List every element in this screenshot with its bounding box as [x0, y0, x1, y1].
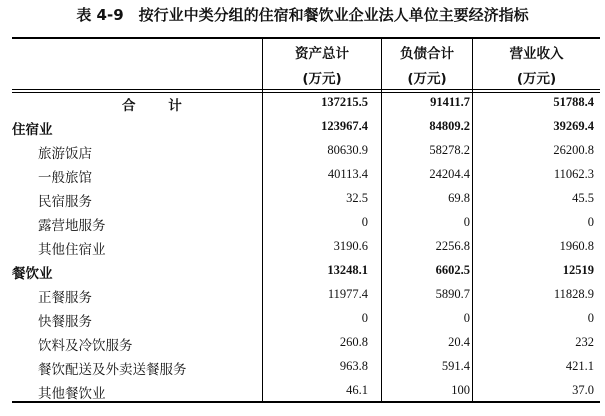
- cell-revenue: 0: [587, 215, 594, 229]
- cell-revenue: 421.1: [565, 359, 594, 373]
- cell-assets: 963.8: [339, 359, 368, 373]
- cell-revenue: 11828.9: [553, 287, 594, 301]
- table-row: [12, 354, 600, 378]
- row-label: 住宿业: [12, 122, 53, 138]
- cell-liabilities: 91411.7: [430, 95, 470, 109]
- cell-revenue: 1960.8: [559, 239, 594, 253]
- table-row: [12, 162, 600, 186]
- row-label: 餐饮业: [12, 266, 53, 282]
- table-row: [12, 282, 600, 306]
- cell-assets: 13248.1: [327, 263, 368, 277]
- cell-liabilities: 20.4: [448, 335, 470, 349]
- row-label: 餐饮配送及外卖送餐服务: [38, 362, 187, 378]
- cell-liabilities: 591.4: [441, 359, 470, 373]
- row-label: 正餐服务: [38, 290, 92, 306]
- cell-liabilities: 5890.7: [435, 287, 470, 301]
- row-label: 快餐服务: [38, 314, 92, 330]
- cell-liabilities: 24204.4: [429, 167, 470, 181]
- table-row-catering: [12, 258, 600, 282]
- cell-assets: 260.8: [339, 335, 368, 349]
- table-row: [12, 234, 600, 258]
- cell-revenue: 232: [575, 335, 594, 349]
- row-label: 其他住宿业: [38, 242, 106, 258]
- table-row: [12, 138, 600, 162]
- header-revenue: [473, 42, 600, 87]
- cell-revenue: 51788.4: [553, 95, 594, 109]
- cell-assets: 137215.5: [321, 95, 368, 109]
- cell-liabilities: 100: [451, 383, 470, 397]
- cell-assets: 3190.6: [333, 239, 368, 253]
- cell-liabilities: 0: [463, 311, 470, 325]
- cell-revenue: 12519: [562, 263, 594, 277]
- cell-assets: 40113.4: [327, 167, 368, 181]
- row-label: 旅游饭店: [38, 146, 92, 162]
- cell-revenue: 11062.3: [553, 167, 594, 181]
- table-row-total: [12, 90, 600, 114]
- table-row: [12, 330, 600, 354]
- header-liabilities-name: 负债合计: [400, 46, 454, 62]
- cell-assets: 0: [361, 215, 368, 229]
- cell-revenue: 45.5: [572, 191, 594, 205]
- header-assets: [263, 42, 381, 87]
- top-rule: [12, 37, 600, 39]
- header-liabilities-unit: (万元): [407, 71, 447, 87]
- row-label: 合 计: [122, 98, 196, 114]
- table-row: [12, 378, 600, 402]
- header-assets-name: 资产总计: [295, 46, 349, 62]
- row-label: 其他餐饮业: [38, 386, 106, 402]
- header-revenue-unit: (万元): [516, 71, 557, 87]
- cell-assets: 32.5: [346, 191, 368, 205]
- cell-revenue: 39269.4: [553, 119, 594, 133]
- row-label: 民宿服务: [38, 194, 92, 210]
- table-row: [12, 306, 600, 330]
- table-row-accommodation: [12, 114, 600, 138]
- cell-assets: 0: [361, 311, 368, 325]
- row-label: 露营地服务: [38, 218, 106, 234]
- cell-revenue: 26200.8: [553, 143, 594, 157]
- cell-liabilities: 6602.5: [435, 263, 470, 277]
- table-row: [12, 210, 600, 234]
- cell-liabilities: 0: [463, 215, 470, 229]
- header-assets-unit: (万元): [302, 71, 342, 87]
- cell-liabilities: 58278.2: [429, 143, 470, 157]
- table-title: 表 4-9 按行业中类分组的住宿和餐饮业企业法人单位主要经济指标: [76, 6, 529, 24]
- header-revenue-name: 营业收入: [509, 46, 564, 62]
- cell-liabilities: 2256.8: [435, 239, 470, 253]
- cell-liabilities: 69.8: [448, 191, 470, 205]
- row-label: 一般旅馆: [38, 170, 92, 186]
- cell-liabilities: 84809.2: [429, 119, 470, 133]
- table-row: [12, 186, 600, 210]
- cell-revenue: 0: [587, 311, 594, 325]
- header-liabilities: [382, 42, 472, 87]
- cell-assets: 46.1: [346, 383, 368, 397]
- cell-assets: 123967.4: [321, 119, 368, 133]
- cell-assets: 80630.9: [327, 143, 368, 157]
- cell-revenue: 37.0: [572, 383, 594, 397]
- row-label: 饮料及冷饮服务: [38, 338, 133, 354]
- cell-assets: 11977.4: [327, 287, 368, 301]
